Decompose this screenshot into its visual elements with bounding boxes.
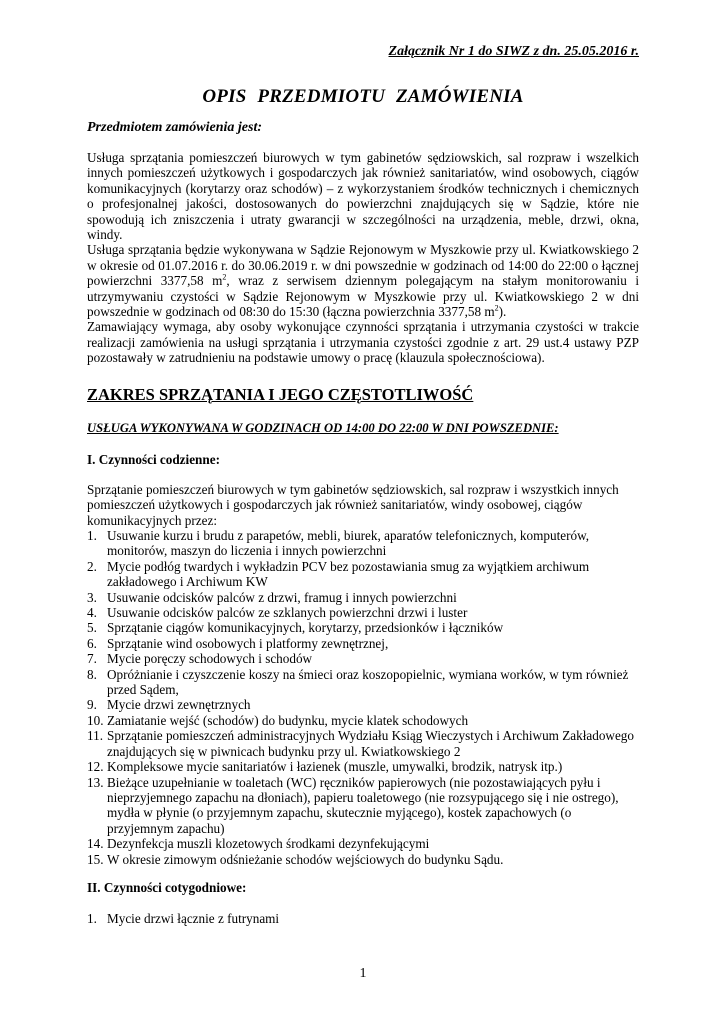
list-item-text: Dezynfekcja muszli klozetowych środkami dezynfekującymi: [107, 836, 430, 852]
list-item-number: 6.: [87, 635, 97, 651]
list-item: [87, 836, 639, 851]
list-item: [87, 559, 639, 590]
list-item-number: 11.: [87, 728, 103, 744]
intro-paragraph-2-c: ).: [498, 304, 507, 320]
list-item-number: 10.: [87, 712, 104, 728]
daily-tasks-list: [87, 528, 639, 867]
intro-paragraph-2: [87, 242, 639, 319]
list-item: [87, 775, 639, 837]
area-unit-superscript-1: 2: [222, 272, 227, 282]
document-title: OPIS PRZEDMIOTU ZAMÓWIENIA: [202, 86, 524, 107]
list-item-text: Usuwanie odcisków palców z drzwi, framug i innych powierzchni: [107, 589, 457, 605]
page-number: 1: [359, 966, 367, 981]
list-item-number: 15.: [87, 851, 104, 867]
list-item-text: Opróżnianie i czyszczenie koszy na śmieci oraz koszopopielnic, wymiana worków, w tym również przed Sądem,: [107, 666, 629, 698]
list-item-text: Usuwanie odcisków palców ze szklanych powierzchni drzwi i luster: [107, 605, 468, 621]
list-item: [87, 620, 639, 635]
list-item-text: Sprzątanie wind osobowych i platformy zewnętrznej,: [107, 635, 389, 651]
list-item-text: Mycie drzwi łącznie z futrynami: [107, 911, 280, 926]
list-item-number: 9.: [87, 697, 97, 713]
list-item-text: Mycie podłóg twardych i wykładzin PCV bez pozostawiania smug za wyjątkiem archiwum zakładowego i Archiwum KW: [107, 558, 590, 590]
list-item-number: 4.: [87, 605, 97, 621]
area-unit-superscript-2: 2: [494, 303, 499, 313]
subject-heading: Przedmiotem zamówienia jest:: [87, 120, 262, 135]
weekly-tasks-list: [87, 911, 279, 926]
list-item-number: 1.: [87, 911, 97, 926]
service-hours-heading: USŁUGA WYKONYWANA W GODZINACH OD 14:00 DO 22:00 W DNI POWSZEDNIE:: [87, 421, 559, 435]
list-item-number: 1.: [87, 528, 97, 543]
list-item: [87, 528, 639, 559]
list-item-text: Usuwanie kurzu i brudu z parapetów, mebli, biurek, aparatów telefonicznych, komputerów, monitorów, maszyn do liczenia i innych powierzchni: [107, 528, 590, 559]
list-item: [87, 651, 639, 666]
list-item: [87, 852, 639, 867]
list-item-number: 5.: [87, 620, 97, 636]
daily-tasks-intro: Sprzątanie pomieszczeń biurowych w tym gabinetów sędziowskich, sal rozpraw i wszystkich innych pomieszczeń użytkowych i gospodarczych jak również sanitariatów, windy osobowej, ciągów komunikacyjnych przez:: [87, 482, 619, 528]
scope-section-title: ZAKRES SPRZĄTANIA I JEGO CZĘSTOTLIWOŚĆ: [87, 385, 474, 404]
list-item-text: W okresie zimowym odśnieżanie schodów wejściowych do budynku Sądu.: [107, 851, 504, 867]
list-item-text: Zamiatanie wejść (schodów) do budynku, mycie klatek schodowych: [107, 712, 469, 728]
list-item: [87, 697, 639, 712]
list-item: [87, 713, 639, 728]
list-item: [87, 667, 639, 698]
list-item-number: 7.: [87, 651, 97, 667]
list-item-text: Mycie drzwi zewnętrznych: [107, 697, 251, 713]
intro-paragraph-3: Zamawiający wymaga, aby osoby wykonujące czynności sprzątania i utrzymania czystości w trakcie realizacji zamówienia na usługi sprzątania i utrzymania czystości zgodnie z art. 29 ust.4 ustawy PZP pozostawały w zatrudnieniu na podstawie umowy o pracę (klauzula społecznościowa).: [87, 319, 639, 366]
list-item-text: Mycie poręczy schodowych i schodów: [107, 651, 313, 667]
list-item: [87, 605, 639, 620]
list-item: [87, 759, 639, 774]
intro-section: [87, 150, 639, 366]
list-item-text: Kompleksowe mycie sanitariatów i łazienek (muszle, umywalki, brodzik, natrysk itp.): [107, 759, 563, 775]
intro-paragraph-1: Usługa sprzątania pomieszczeń biurowych w tym gabinetów sędziowskich, sal rozpraw i wszelkich innych pomieszczeń użytkowych i gospodarczych jak również sanitariatów, wind osobowych, ciągów komunikacyjnych (korytarzy oraz schodów) – z wykorzystaniem środków technicznych i chemicznych o profesjonalnej jakości, dostosowanych do powierzchni znajdujących się w Sądzie, które nie spowodują ich zniszczenia i utraty gwarancji w szczególności na urządzenia, meble, drzwi, okna, windy.: [87, 150, 639, 243]
intro-paragraph-2-b: , wraz z serwisem dziennym polegającym na stałym monitorowaniu i utrzymywaniu czystości w Sądzie Rejonowym w Myszkowie przy ul. Kwiatkowskiego 2 w dni powszednie w godzinach od 08:30 do 15:30 (łączna powierzchnia 3377,58 m: [87, 273, 640, 320]
daily-tasks-heading: I. Czynności codzienne:: [87, 452, 220, 467]
list-item-number: 3.: [87, 589, 97, 605]
list-item-number: 12.: [87, 759, 104, 775]
attachment-header: Załącznik Nr 1 do SIWZ z dn. 25.05.2016 r.: [388, 44, 639, 59]
list-item-number: 13.: [87, 774, 104, 790]
list-item-text: Bieżące uzupełnianie w toaletach (WC) ręczników papierowych (nie pozostawiających pyłu i nieprzyjemnego zapachu na dłoniach), papieru toaletowego (nie rozsypującego się i nie ostrego), mydła w płynie (o przyjemnym zapachu, skutecznie myjącego), kostek zapachowych (o przyjemnym zapachu): [107, 774, 619, 836]
list-item: [87, 636, 639, 651]
weekly-tasks-heading: II. Czynności cotygodniowe:: [87, 880, 247, 895]
list-item: [87, 590, 639, 605]
list-item-text: Sprzątanie pomieszczeń administracyjnych Wydziału Ksiąg Wieczystych i Archiwum Zakładowego znajdujących się w piwnicach budynku przy ul. Kwiatkowskiego 2: [107, 728, 634, 759]
list-item: [87, 911, 279, 926]
list-item-number: 8.: [87, 666, 97, 682]
list-item-text: Sprzątanie ciągów komunikacyjnych, korytarzy, przedsionków i łączników: [107, 620, 504, 636]
intro-paragraph-2-a: Usługa sprzątania będzie wykonywana w Sądzie Rejonowym w Myszkowie przy ul. Kwiatkowskiego 2 w okresie od 01.07.2016 r. do 30.06.2019 r. w dni powszednie w godzinach od 14:00 do 22:00 o łącznej powierzchni 3377,58 m: [87, 242, 639, 289]
list-item: [87, 728, 639, 759]
list-item-number: 14.: [87, 836, 104, 852]
list-item-number: 2.: [87, 558, 97, 574]
